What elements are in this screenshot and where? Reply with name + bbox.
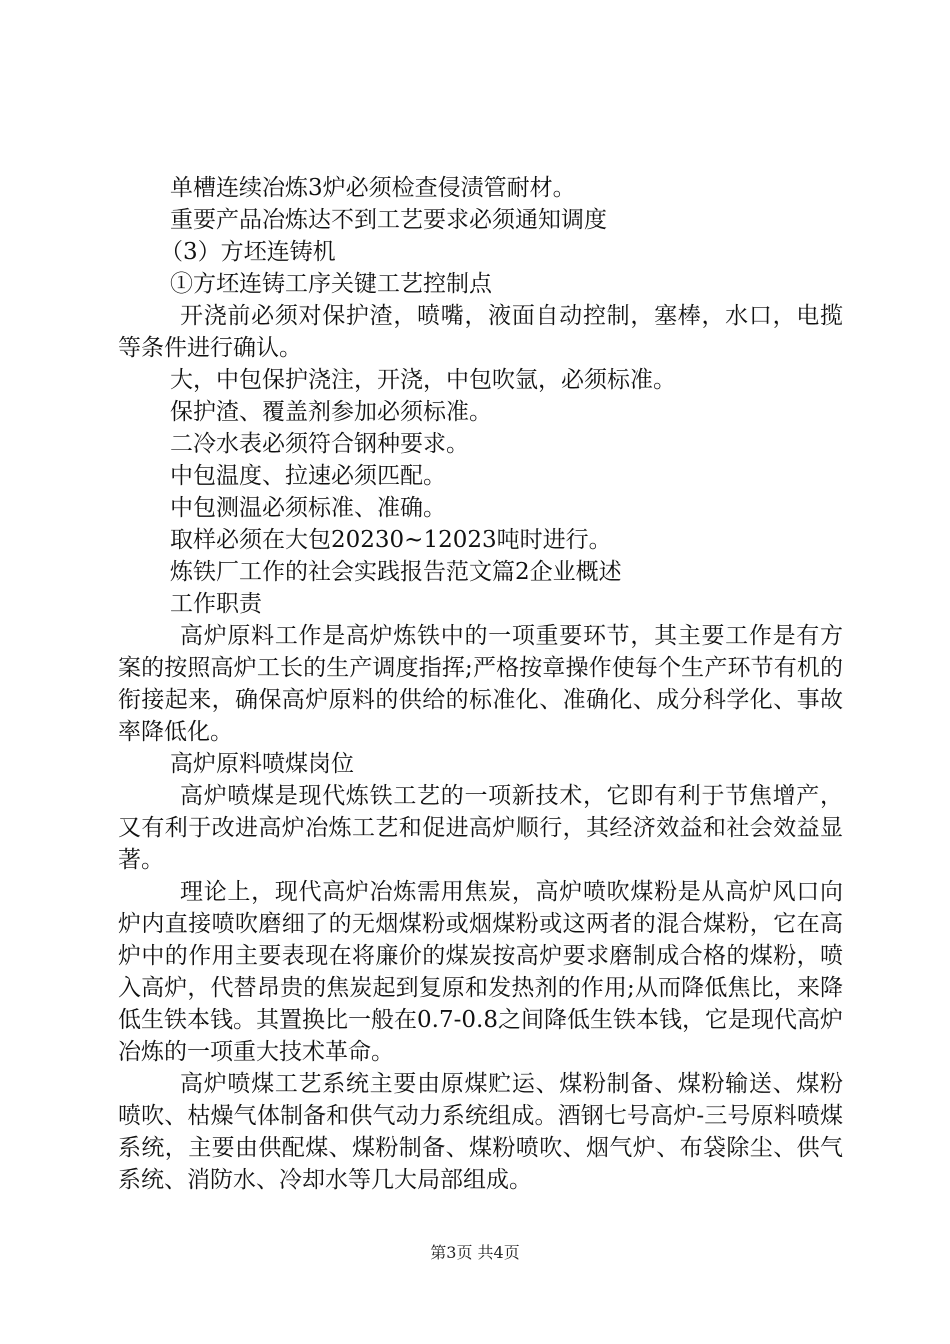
text-line: 重要产品冶炼达不到工艺要求必须通知调度 [170,207,607,233]
heading-penmei: 高炉原料喷煤岗位 [170,751,354,777]
page-footer: 第3页 共4页 [430,1243,520,1262]
text-line: 大，中包保护浇注，开浇，中包吹氩，必须标准。 [170,367,676,393]
document-body [118,172,843,1196]
text-line: 中包测温必须标准、准确。 [170,495,446,521]
paragraph-kaijiao: 开浇前必须对保护渣，喷嘴，液面自动控制，塞棒，水口，电揽等条件进行确认。 [118,303,843,361]
text-line: 中包温度、拉速必须匹配。 [170,463,446,489]
paragraph-yuanliao: 高炉原料工作是高炉炼铁中的一项重要环节，其主要工作是有方案的按照高炉工长的生产调度指挥;严格按章操作使每个生产环节有机的衔接起来，确保高炉原料的供给的标准化、准确化、成分科学化、事故率降低化。 [118,623,843,745]
paragraph-lilun: 理论上，现代高炉冶炼需用焦炭，高炉喷吹煤粉是从高炉风口向炉内直接喷吹磨细了的无烟煤粉或烟煤粉或这两者的混合煤粉，它在高炉中的作用主要表现在将廉价的煤炭按高炉要求磨制成合格的煤粉，喷入高炉，代替昂贵的焦炭起到复原和发热剂的作用;从而降低焦比，来降低生铁本钱。其置换比一般在0.7-0.8之间降低生铁本钱，它是现代高炉冶炼的一项重大技术革命。 [118,879,843,1065]
text-line: 保护渣、覆盖剂参加必须标准。 [170,399,492,425]
article-title-line: 炼铁厂工作的社会实践报告范文篇2企业概述 [170,559,622,585]
paragraph-penmei: 高炉喷煤是现代炼铁工艺的一项新技术，它即有利于节焦增产，又有利于改进高炉冶炼工艺和促进高炉顺行，其经济效益和社会效益显著。 [118,783,843,873]
section-heading: （3）方坯连铸机 [160,239,336,265]
heading-work-duty: 工作职责 [170,591,262,617]
text-line: 取样必须在大包20230~12023吨时进行。 [170,527,612,553]
text-line: 二冷水表必须符合钢种要求。 [170,431,469,457]
subsection-heading: ①方坯连铸工序关键工艺控制点 [170,271,492,297]
text-line: 单槽连续冶炼3炉必须检查侵渍管耐材。 [170,175,576,201]
paragraph-xitong: 高炉喷煤工艺系统主要由原煤贮运、煤粉制备、煤粉输送、煤粉喷吹、枯燥气体制备和供气动力系统组成。酒钢七号高炉-三号原料喷煤系统，主要由供配煤、煤粉制备、煤粉喷吹、烟气炉、布袋除尘、供气系统、消防水、冷却水等几大局部组成。 [118,1071,843,1193]
